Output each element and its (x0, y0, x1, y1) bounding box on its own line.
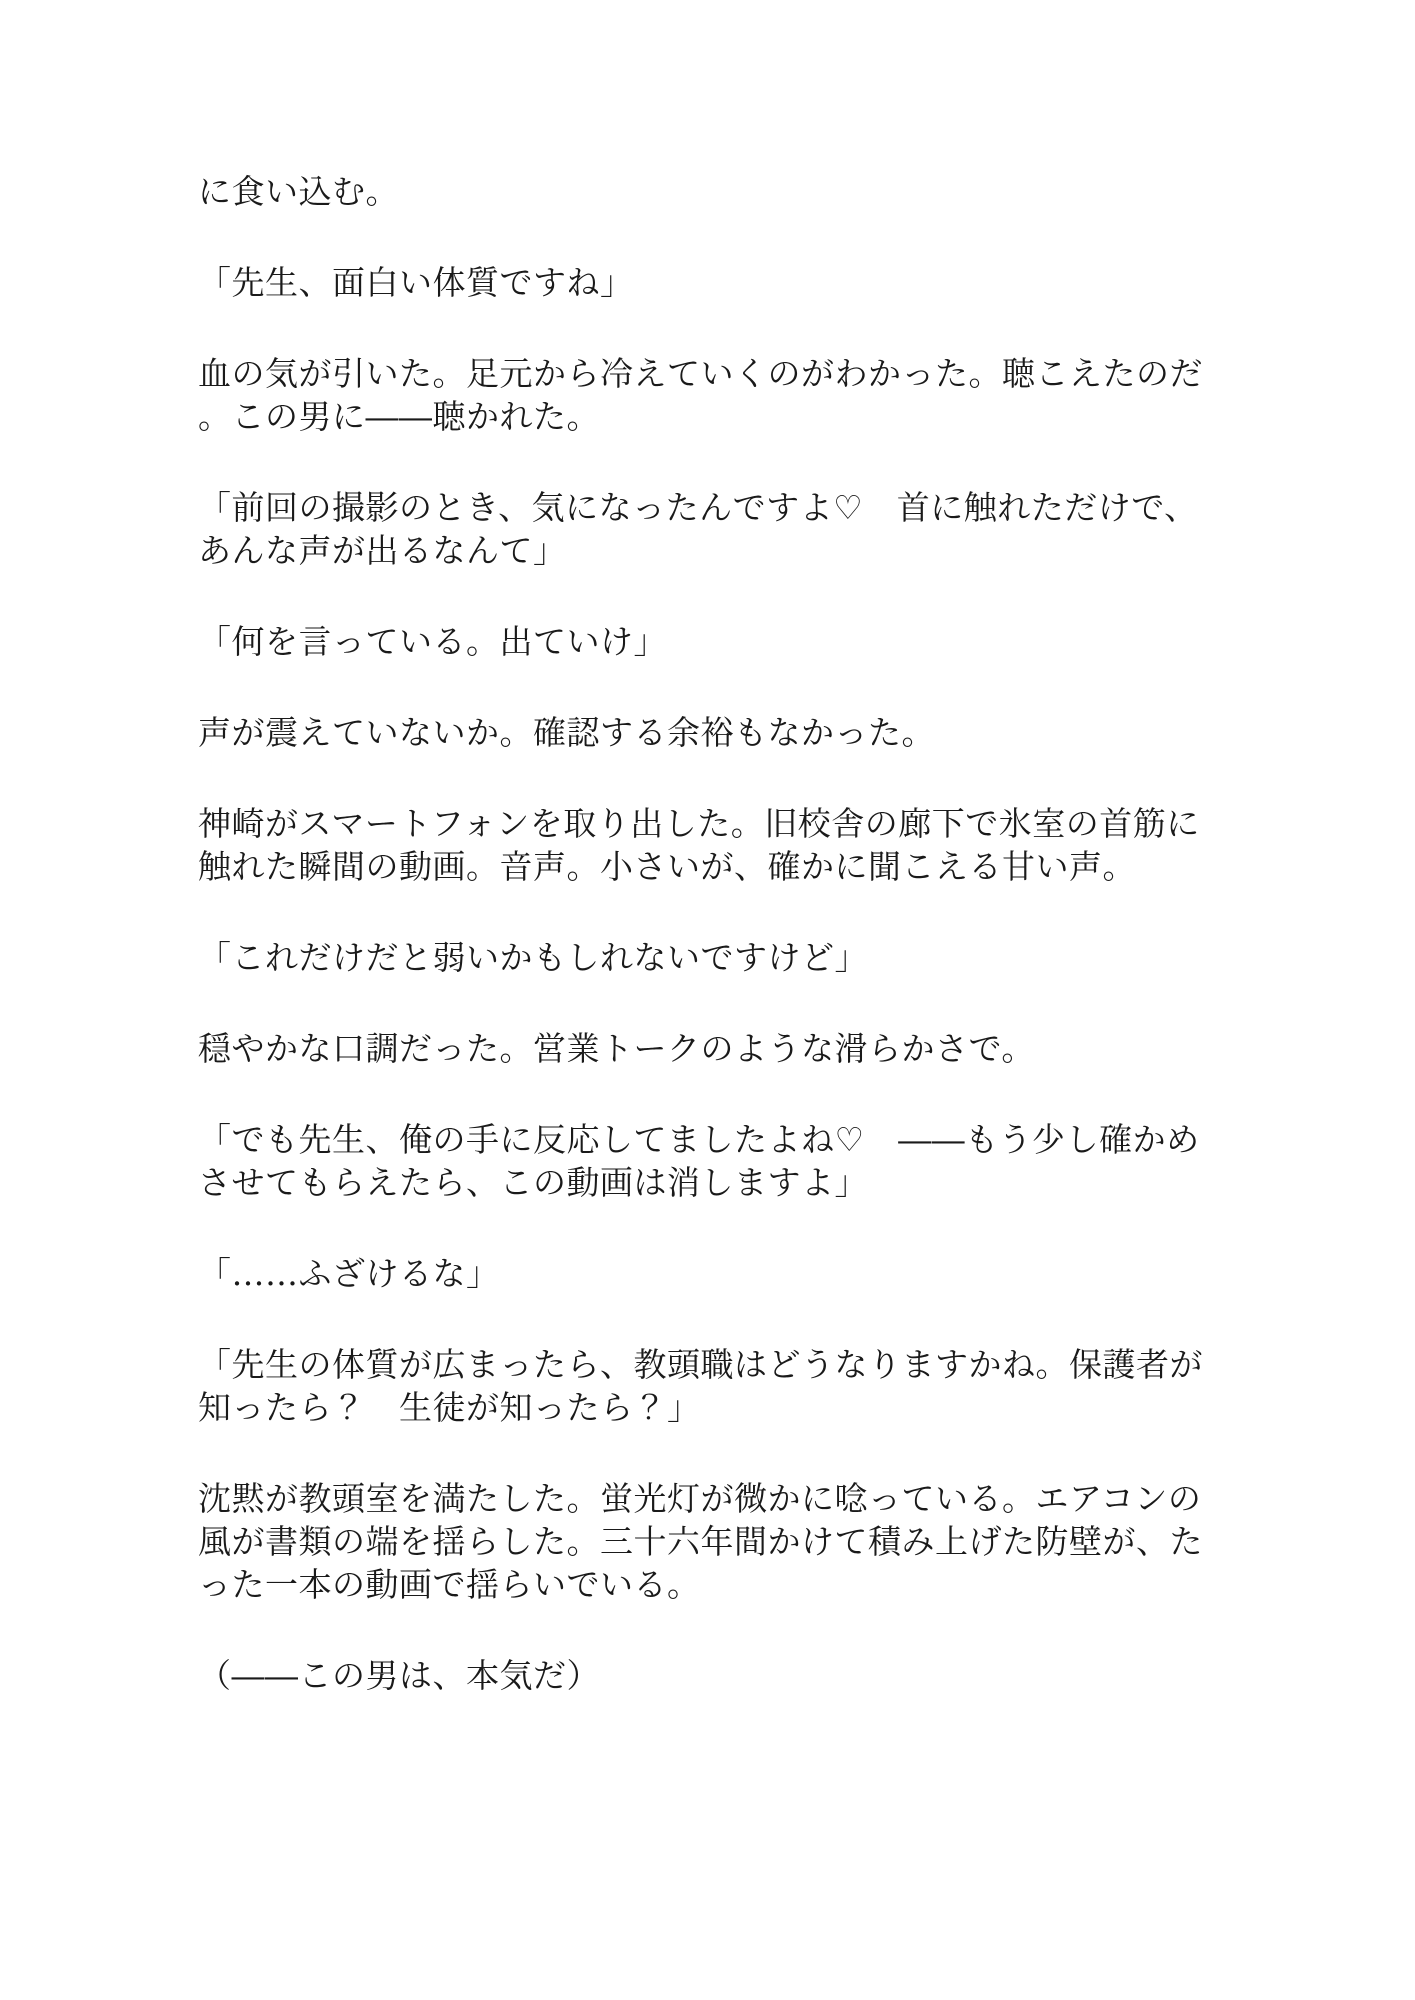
text-line: 触れた瞬間の動画。音声。小さいが、確かに聞こえる甘い声。 (198, 847, 1136, 886)
text-line: 神崎がスマートフォンを取り出した。旧校舎の廊下で氷室の首筋に (198, 804, 1200, 843)
text-line: 。この男に――聴かれた。 (198, 397, 600, 436)
text-line: 「……ふざけるな」 (198, 1254, 500, 1293)
text-line: 知ったら？ 生徒が知ったら？」 (198, 1388, 701, 1427)
paragraph (198, 486, 1275, 572)
text-line: 「何を言っている。出ていけ」 (198, 622, 667, 661)
text-line: 沈黙が教頭室を満たした。蛍光灯が微かに唸っている。エアコンの (198, 1479, 1202, 1518)
text-line: 「先生、面白い体質ですね」 (198, 263, 634, 302)
text-line: させてもらえたら、この動画は消しますよ」 (198, 1163, 868, 1202)
text-line: 血の気が引いた。足元から冷えていくのがわかった。聴こえたのだ (198, 354, 1203, 393)
text-line: 穏やかな口調だった。営業トークのような滑らかさで。 (198, 1029, 1035, 1068)
paragraph (198, 170, 1275, 213)
text-line: 「前回の撮影のとき、気になったんですよ♡ 首に触れただけで、 (198, 488, 1198, 527)
text-line: 声が震えていないか。確認する余裕もなかった。 (198, 713, 935, 752)
paragraph (198, 802, 1275, 888)
paragraph (198, 620, 1275, 663)
text-line: った一本の動画で揺らいでいる。 (198, 1565, 701, 1604)
paragraph (198, 1477, 1275, 1606)
paragraph (198, 936, 1275, 979)
paragraph (198, 261, 1275, 304)
paragraph (198, 1252, 1275, 1295)
text-line: 風が書類の端を揺らした。三十六年間かけて積み上げた防壁が、た (198, 1522, 1203, 1561)
text-line: 「これだけだと弱いかもしれないですけど」 (198, 938, 868, 977)
text-line: 「先生の体質が広まったら、教頭職はどうなりますかね。保護者が (198, 1345, 1203, 1384)
paragraph (198, 352, 1275, 438)
text-line: 「でも先生、俺の手に反応してましたよね♡ ――もう少し確かめ (198, 1120, 1200, 1159)
text-line: （――この男は、本気だ） (198, 1656, 600, 1695)
paragraph (198, 1343, 1275, 1429)
text-line: あんな声が出るなんて」 (198, 531, 567, 570)
paragraph (198, 1118, 1275, 1204)
text-line: に食い込む。 (198, 172, 399, 211)
paragraph (198, 1654, 1275, 1697)
paragraph (198, 711, 1275, 754)
paragraph (198, 1027, 1275, 1070)
